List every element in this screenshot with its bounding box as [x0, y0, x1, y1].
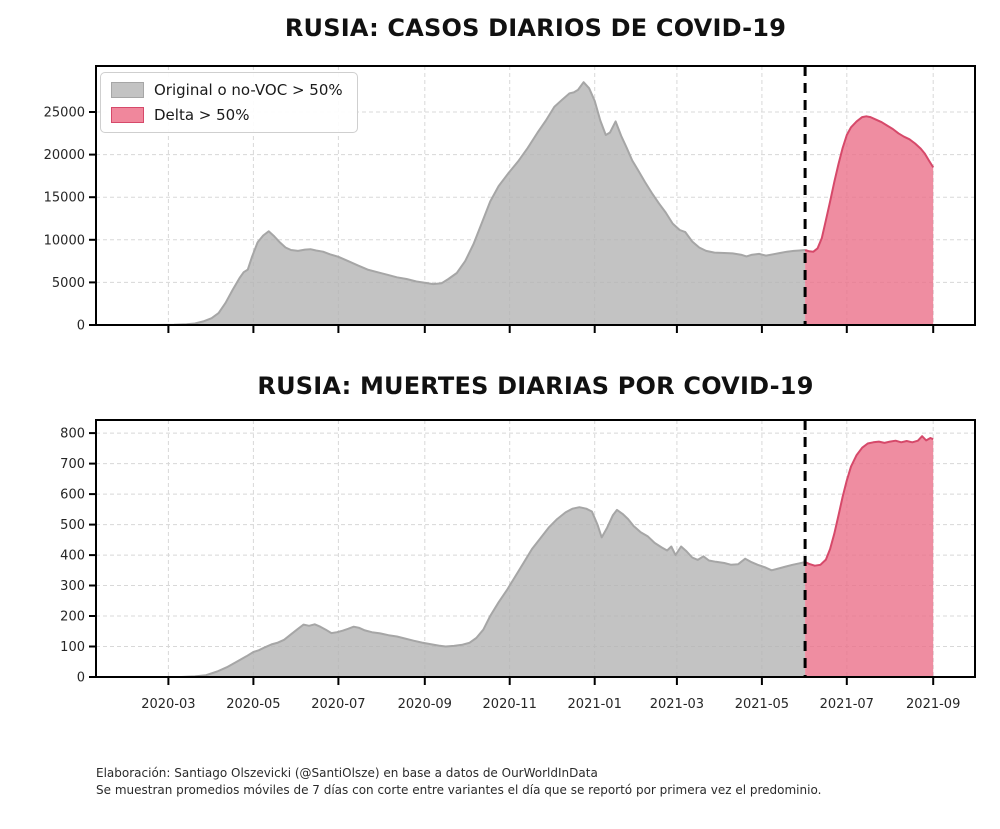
tick-labels	[44, 106, 85, 334]
x-tick-label: 2020-09	[397, 697, 452, 712]
y-tick-label: 10000	[43, 233, 85, 249]
delta-area	[805, 116, 933, 325]
y-tick-label: 400	[60, 548, 85, 564]
footer	[96, 765, 821, 799]
y-tick-label: 0	[76, 318, 85, 334]
y-tick-label: 100	[60, 640, 85, 655]
x-tick-label: 2021-01	[567, 697, 622, 712]
footer-line-1: Elaboración: Santiago Olszevicki (@SantiOlsze) en base a datos de OurWorldInData	[96, 766, 598, 780]
x-tick-label: 2020-11	[482, 697, 537, 712]
y-tick-label: 25000	[43, 105, 85, 121]
original-swatch-icon	[111, 82, 144, 98]
x-tick-label: 2020-05	[226, 697, 281, 712]
cases-chart-title: RUSIA: CASOS DIARIOS DE COVID-19	[284, 14, 787, 42]
delta-area	[805, 436, 933, 677]
y-tick-label: 0	[76, 670, 85, 686]
x-tick-label: 2020-03	[141, 697, 196, 712]
x-tick-label: 2021-09	[906, 697, 961, 712]
x-tick-label: 2021-03	[649, 697, 705, 712]
footer-line-2: Se muestran promedios móviles de 7 días con corte entre variantes el día que se reportó por primera vez el predominio.	[96, 783, 822, 797]
delta-swatch-icon	[111, 107, 144, 123]
legend	[100, 72, 358, 133]
y-tick-label: 5000	[51, 275, 85, 291]
deaths-chart	[60, 420, 975, 712]
y-tick-label: 20000	[43, 148, 85, 164]
y-tick-label: 700	[60, 457, 85, 473]
original-area	[118, 507, 805, 677]
x-tick-label: 2021-05	[734, 697, 790, 712]
y-tick-label: 800	[60, 426, 85, 442]
legend-label-original: Original o no-VOC > 50%	[154, 81, 343, 99]
legend-item-delta	[111, 106, 343, 124]
deaths-chart-title: RUSIA: MUERTES DIARIAS POR COVID-19	[257, 372, 814, 400]
y-tick-label: 200	[60, 609, 85, 625]
y-tick-label: 15000	[43, 190, 85, 206]
x-tick-label: 2020-07	[311, 697, 366, 712]
x-tick-label: 2021-07	[819, 697, 874, 712]
y-tick-label: 500	[60, 518, 85, 534]
y-tick-label: 300	[60, 579, 85, 594]
y-tick-label: 600	[60, 487, 85, 503]
legend-item-original	[111, 81, 343, 99]
legend-label-delta: Delta > 50%	[154, 106, 250, 124]
